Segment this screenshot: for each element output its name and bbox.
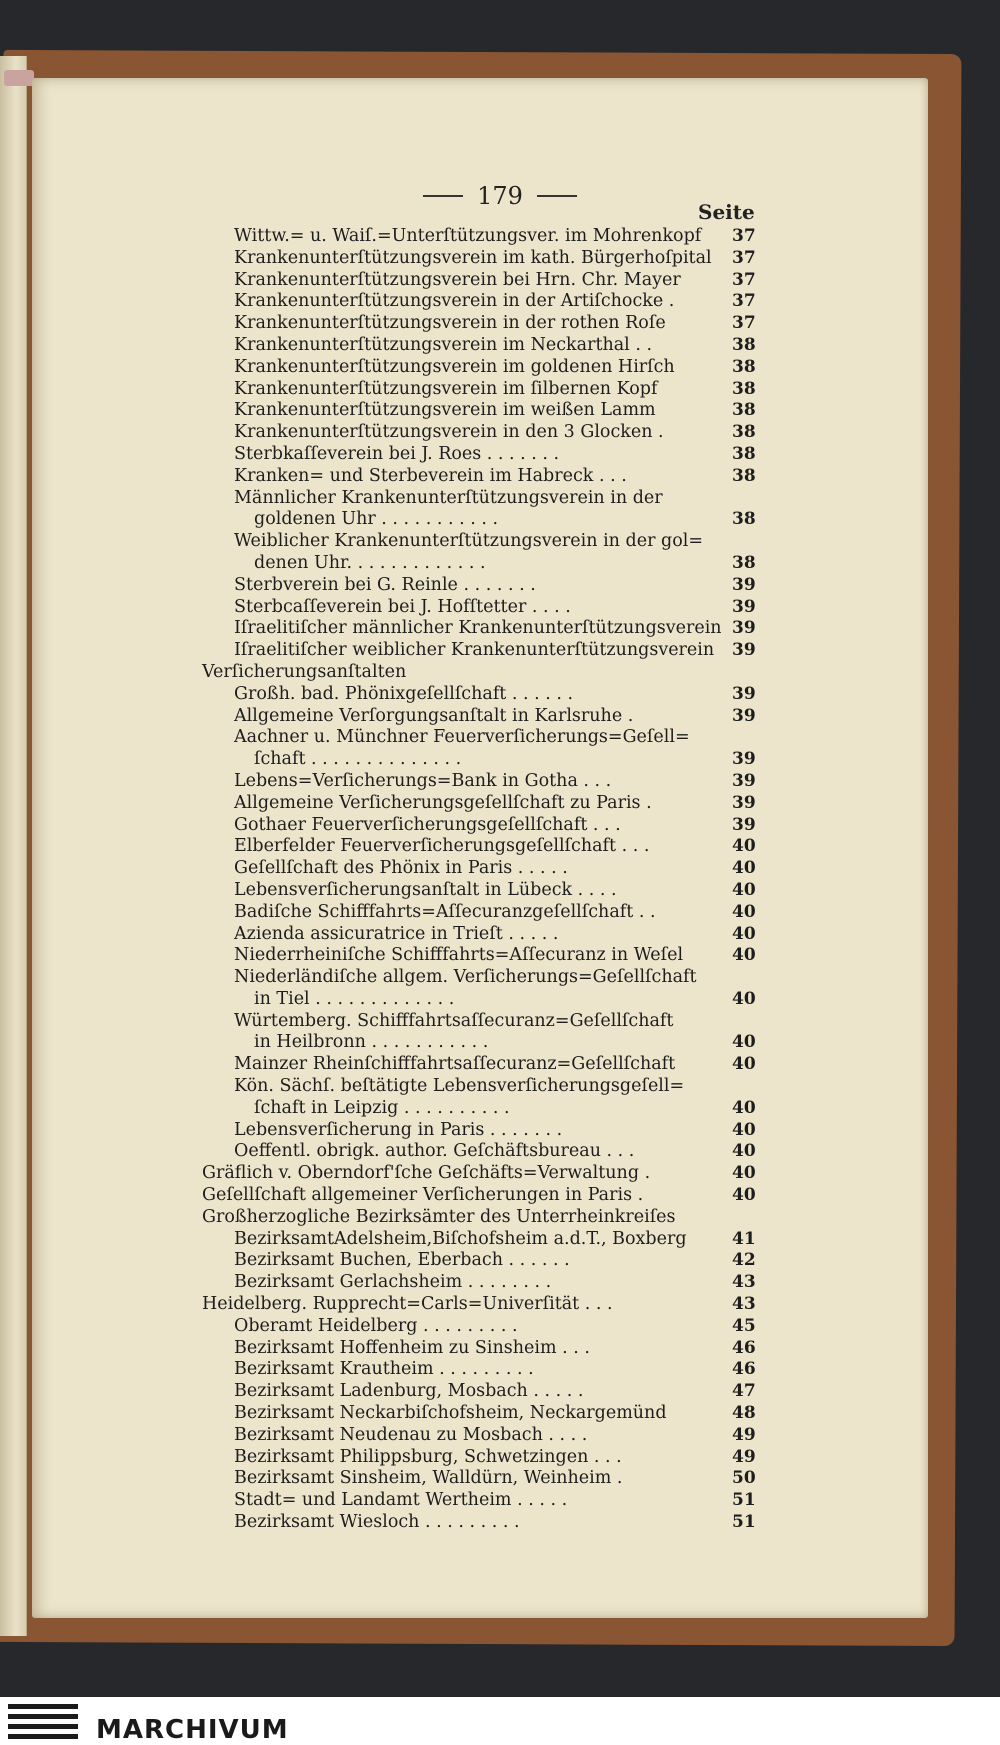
index-entry [212, 1425, 772, 1447]
entry-title-continuation: denen Uhr. . . . . . . . . . . . . [254, 552, 486, 573]
index-entry [212, 1381, 772, 1403]
entry-page-number: 40 [732, 1054, 756, 1075]
index-entry [212, 1054, 772, 1076]
entry-page-number: 39 [732, 814, 756, 835]
index-entry [212, 335, 772, 357]
entry-title: Kranken= und Sterbeverein im Habreck . . . [234, 465, 627, 486]
entry-title: Heidelberg. Rupprecht=Carls=Univerſität . . . [202, 1294, 613, 1315]
entry-page-number: 41 [732, 1228, 756, 1249]
entry-title: Krankenunterſtützungsverein in der rothen Roſe [234, 313, 666, 334]
entry-page-number: 37 [732, 291, 756, 312]
entry-title: Großherzogliche Bezirksämter des Unterrheinkreiſes [202, 1206, 676, 1227]
index-entry [212, 1076, 772, 1120]
entry-page-number: 40 [732, 1185, 756, 1206]
entry-page-number: 40 [732, 1119, 756, 1140]
entry-page-number: 39 [732, 792, 756, 813]
index-entry [212, 640, 772, 662]
entry-title: Würtemberg. Schifffahrtsaſſecuranz=Geſellſchaft [234, 1010, 674, 1031]
entry-page-number: 43 [732, 1272, 756, 1293]
index-entry [212, 488, 772, 532]
entry-page-number: 40 [732, 858, 756, 879]
entry-title: Wittw.= u. Waiſ.=Unterſtützungsver. im Mohrenkopf [234, 226, 702, 246]
entry-page-number: 38 [732, 378, 756, 399]
entry-page-number: 38 [732, 356, 756, 377]
entry-title: Sterbkaſſeverein bei J. Roes . . . . . . . [234, 443, 560, 464]
entry-page-number: 47 [732, 1381, 756, 1402]
entry-page-number: 39 [732, 749, 756, 770]
entry-title: Iſraelitiſcher weiblicher Krankenunterſtützungsverein [234, 640, 715, 661]
entry-title: Bezirksamt Sinsheim, Walldürn, Weinheim . [234, 1468, 623, 1489]
entry-title-continuation: in Tiel . . . . . . . . . . . . . [254, 988, 455, 1009]
entry-title-continuation: in Heilbronn . . . . . . . . . . . [254, 1032, 489, 1053]
index-entry [212, 357, 772, 379]
entry-page-number: 46 [732, 1337, 756, 1358]
index-entry [212, 248, 772, 270]
header-dash-left [423, 195, 463, 197]
entry-page-number: 51 [732, 1512, 756, 1533]
entry-title: Krankenunterſtützungsverein in der Artiſchocke . [234, 291, 675, 312]
entry-page-number: 48 [732, 1403, 756, 1424]
entry-page-number: 39 [732, 640, 756, 661]
entry-title: Lebens=Verſicherungs=Bank in Gotha . . . [234, 770, 612, 791]
entry-title: Bezirksamt Gerlachsheim . . . . . . . . [234, 1272, 552, 1293]
entry-title: Krankenunterſtützungsverein im Neckarthal . . [234, 334, 653, 355]
entry-title: Elberfelder Feuerverſicherungsgeſellſchaft . . . [234, 836, 650, 857]
entry-title: Niederländiſche allgem. Verſicherungs=Geſellſchaft [234, 967, 697, 988]
index-entry [212, 575, 772, 597]
index-entry [212, 1403, 772, 1425]
entry-title: Krankenunterſtützungsverein im weißen Lamm [234, 400, 656, 421]
entry-page-number: 38 [732, 443, 756, 464]
entry-title: Oberamt Heidelberg . . . . . . . . . [234, 1315, 518, 1336]
entry-title: Bezirksamt Krautheim . . . . . . . . . [234, 1359, 534, 1380]
footer-logo-text: MARCHIVUM [96, 1715, 289, 1745]
entry-page-number: 51 [732, 1490, 756, 1511]
entry-page-number: 40 [732, 923, 756, 944]
entry-title: Krankenunterſtützungsverein im kath. Bürgerhoſpital [234, 247, 712, 268]
entry-page-number: 39 [732, 705, 756, 726]
entry-page-number: 39 [732, 618, 756, 639]
book-spine [0, 56, 27, 1636]
entry-title: Krankenunterſtützungsverein im ſilbernen Kopf [234, 378, 658, 399]
entry-title: Badiſche Schifffahrts=Aſſecuranzgeſellſchaft . . [234, 901, 656, 922]
entry-title: Krankenunterſtützungsverein bei Hrn. Chr. Mayer [234, 269, 681, 290]
entry-page-number: 38 [732, 334, 756, 355]
index-entry [212, 400, 772, 422]
entry-title: Bezirksamt Wiesloch . . . . . . . . . [234, 1512, 520, 1533]
entry-page-number: 37 [732, 313, 756, 334]
entry-title: Großh. bad. Phönixgeſellſchaft . . . . . . [234, 683, 574, 704]
entry-title: Sterbverein bei G. Reinle . . . . . . . [234, 574, 536, 595]
index-entry [212, 902, 772, 924]
index-entry [212, 313, 772, 335]
entry-page-number: 40 [732, 836, 756, 857]
index-entry [212, 1250, 772, 1272]
header-dash-right [537, 195, 577, 197]
entry-page-number: 38 [732, 509, 756, 530]
bookmark-tab [4, 70, 34, 86]
entry-page-number: 40 [732, 1097, 756, 1118]
entry-page-number: 40 [732, 901, 756, 922]
entry-title: Gräflich v. Oberndorf'ſche Geſchäfts=Verwaltung . [202, 1163, 651, 1184]
entry-title: Azienda assicuratrice in Trieſt . . . . . [234, 923, 559, 944]
index-entry [212, 1120, 772, 1142]
entry-page-number: 40 [732, 945, 756, 966]
index-entry [212, 815, 772, 837]
entry-page-number: 40 [732, 1163, 756, 1184]
index-entry [212, 226, 772, 248]
index-entry [212, 793, 772, 815]
index-entry [212, 924, 772, 946]
entry-title: Bezirksamt Philippsburg, Schwetzingen . . . [234, 1446, 622, 1467]
entry-page-number: 39 [732, 596, 756, 617]
index-entry [212, 1229, 772, 1251]
index-entry [202, 1185, 772, 1207]
entry-page-number: 40 [732, 1032, 756, 1053]
entry-title: Allgemeine Verſorgungsanſtalt in Karlsruhe . [234, 705, 634, 726]
entry-title: Geſellſchaft des Phönix in Paris . . . . . [234, 858, 568, 879]
entry-title: Allgemeine Verſicherungsgeſellſchaft zu Paris . [234, 792, 652, 813]
index-entry [212, 270, 772, 292]
entry-title: Weiblicher Krankenunterſtützungsverein in der gol= [234, 531, 704, 552]
index-entry [202, 1206, 772, 1229]
entry-title: Aachner u. Münchner Feuerverſicherungs=Geſell= [234, 727, 690, 748]
index-entry [212, 771, 772, 793]
entry-page-number: 49 [732, 1446, 756, 1467]
entry-title: Krankenunterſtützungsverein im goldenen Hirſch [234, 356, 675, 377]
index-entry [202, 1294, 772, 1316]
index-entries [202, 226, 772, 1534]
entry-title: Sterbcaſſeverein bei J. Hofſtetter . . . . [234, 596, 571, 617]
entry-title: Lebensverſicherung in Paris . . . . . . . [234, 1119, 563, 1140]
index-entry [212, 1512, 772, 1534]
entry-page-number: 49 [732, 1424, 756, 1445]
page-number: 179 [477, 182, 523, 210]
entry-title: Gothaer Feuerverſicherungsgeſellſchaft . . . [234, 814, 621, 835]
entry-title: Stadt= und Landamt Wertheim . . . . . [234, 1490, 568, 1511]
index-entry [212, 1011, 772, 1055]
index-entry [212, 531, 772, 575]
index-entry [212, 1338, 772, 1360]
entry-page-number: 39 [732, 770, 756, 791]
entry-page-number: 42 [732, 1250, 756, 1271]
entry-page-number: 37 [732, 226, 756, 246]
index-entry [212, 967, 772, 1011]
entry-page-number: 50 [732, 1468, 756, 1489]
entry-title: Männlicher Krankenunterſtützungsverein in der [234, 487, 663, 508]
index-entry [212, 1359, 772, 1381]
marchivum-logo-icon [8, 1702, 78, 1740]
index-entry [212, 597, 772, 619]
index-entry [212, 945, 772, 967]
index-entry [202, 1163, 772, 1185]
entry-title: Geſellſchaft allgemeiner Verſicherungen in Paris . [202, 1185, 644, 1206]
index-entry [212, 858, 772, 880]
entry-title: Bezirksamt Neudenau zu Mosbach . . . . [234, 1424, 588, 1445]
footer-bar [0, 1697, 1000, 1745]
entry-title: Niederrheiniſche Schifffahrts=Aſſecuranz in Weſel [234, 945, 684, 966]
entry-page-number: 39 [732, 683, 756, 704]
index-entry [212, 618, 772, 640]
entry-title: Krankenunterſtützungsverein in den 3 Glocken . [234, 422, 664, 443]
entry-page-number: 38 [732, 465, 756, 486]
page-column-heading: Seite [698, 200, 755, 224]
index-entry [212, 291, 772, 313]
entry-title: Kön. Sächſ. beſtätigte Lebensverſicherungsgeſell= [234, 1076, 685, 1097]
entry-title: Mainzer Rheinſchifffahrtsaſſecuranz=Geſellſchaft [234, 1054, 676, 1075]
index-entry [212, 836, 772, 858]
entry-page-number: 43 [732, 1294, 756, 1315]
entry-title: Lebensverſicherungsanſtalt in Lübeck . . . . [234, 879, 617, 900]
entry-title-continuation: ſchaft . . . . . . . . . . . . . . [254, 749, 462, 770]
entry-title: Iſraelitiſcher männlicher Krankenunterſtützungsverein [234, 618, 722, 639]
entry-page-number: 40 [732, 988, 756, 1009]
entry-title-continuation: goldenen Uhr . . . . . . . . . . . [254, 509, 499, 530]
entry-title: Verſicherungsanſtalten [202, 661, 407, 682]
entry-title: Oeffentl. obrigk. author. Geſchäftsbureau . . . [234, 1141, 635, 1162]
index-entry [212, 684, 772, 706]
entry-page-number: 39 [732, 574, 756, 595]
index-entry [212, 1447, 772, 1469]
entry-page-number: 37 [732, 269, 756, 290]
index-entry [212, 1490, 772, 1512]
entry-title: Bezirksamt Ladenburg, Mosbach . . . . . [234, 1381, 584, 1402]
entry-title: Bezirksamt Hoffenheim zu Sinsheim . . . [234, 1337, 590, 1358]
entry-page-number: 38 [732, 422, 756, 443]
page-header [400, 178, 600, 214]
entry-page-number: 40 [732, 879, 756, 900]
index-entry [212, 727, 772, 771]
entry-page-number: 38 [732, 400, 756, 421]
entry-title: BezirksamtAdelsheim,Biſchofsheim a.d.T., Boxberg [234, 1228, 687, 1249]
index-entry [212, 379, 772, 401]
index-entry [212, 422, 772, 444]
index-entry [212, 444, 772, 466]
index-entry [212, 880, 772, 902]
index-entry [212, 1141, 772, 1163]
entry-page-number: 46 [732, 1359, 756, 1380]
entry-page-number: 37 [732, 247, 756, 268]
index-entry [212, 1272, 772, 1294]
entry-page-number: 40 [732, 1141, 756, 1162]
entry-title: Bezirksamt Neckarbiſchofsheim, Neckargemünd [234, 1403, 667, 1424]
index-entry [212, 1316, 772, 1338]
entry-title-continuation: ſchaft in Leipzig . . . . . . . . . . [254, 1097, 510, 1118]
index-entry [202, 661, 772, 684]
index-entry [212, 466, 772, 488]
index-entry [212, 1468, 772, 1490]
entry-page-number: 45 [732, 1315, 756, 1336]
entry-page-number: 38 [732, 552, 756, 573]
entry-title: Bezirksamt Buchen, Eberbach . . . . . . [234, 1250, 570, 1271]
index-entry [212, 706, 772, 728]
